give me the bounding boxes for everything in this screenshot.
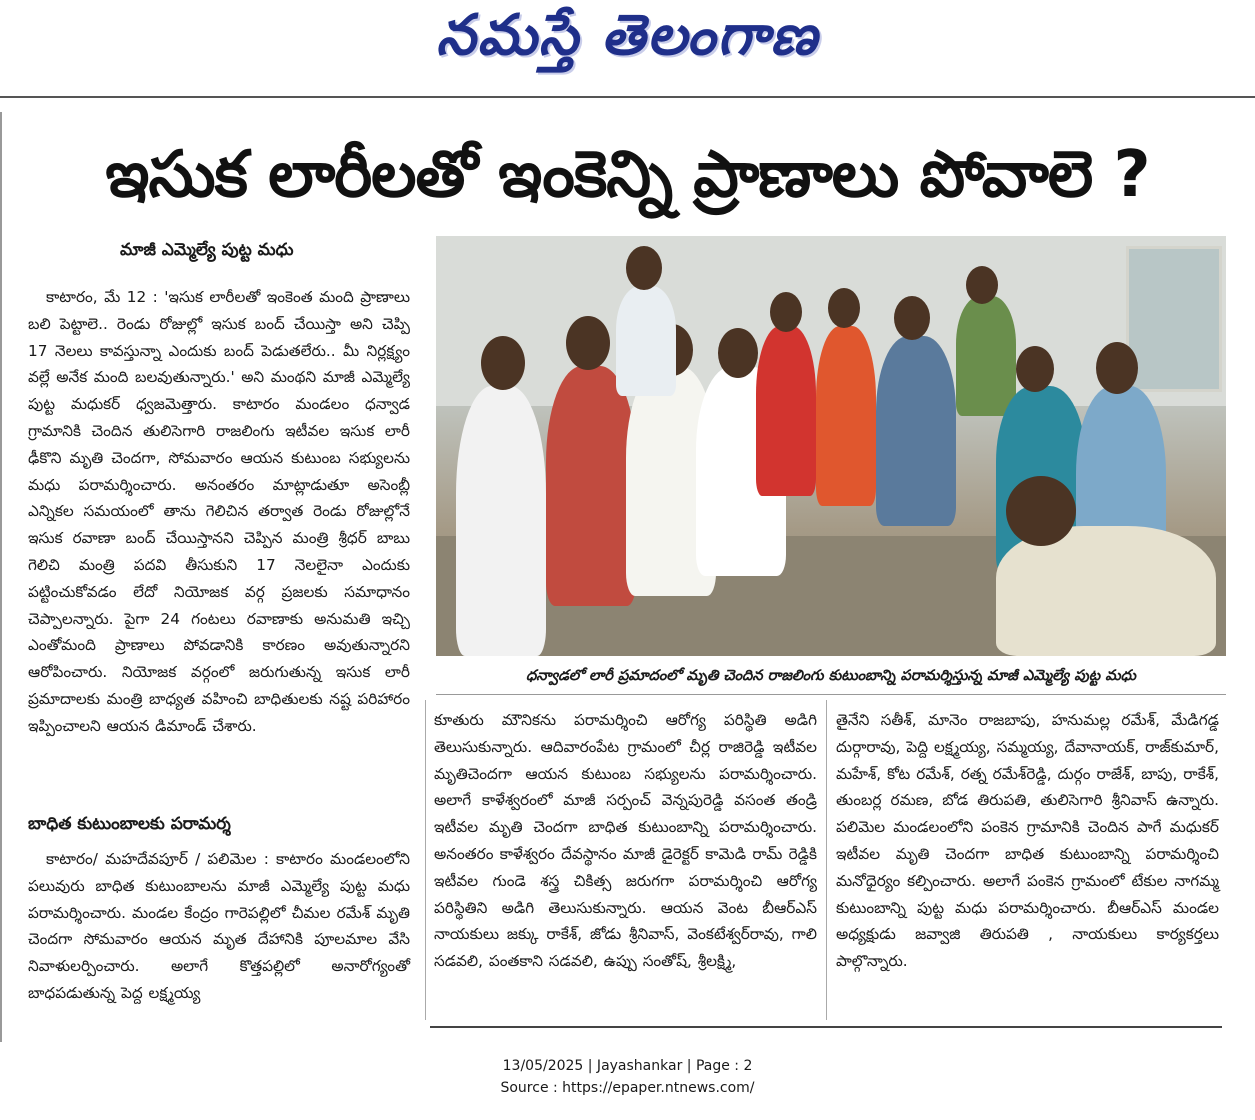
news-photo <box>436 236 1226 656</box>
column-divider <box>826 700 827 1020</box>
masthead-title: నమస్తే తెలంగాణ <box>436 2 819 68</box>
photo-head <box>894 296 930 340</box>
caption-rule <box>436 694 1226 695</box>
article-paragraph: కాటారం, మే 12 : 'ఇసుక లారీలతో ఇంకెంత మంది ప్రాణాలు బలి పెట్టాలె.. రెండు రోజుల్లో ఇసుక బంద్ చేయిస్తా అని చెప్పి 17 నెలలు కావస్తున్నా ఎందుకు బంద్ పెడుతలేరు.. మీ నిర్లక్ష్యం వల్లే అనేక మంది బలవుతున్నారు.' అని మంథని మాజీ ఎమ్మెల్యే పుట్ట మధుకర్ ధ్వజమెత్తారు. కాటారం మండలం ధన్వాడ గ్రామానికి చెందిన తులిసెగారి రాజలింగు ఇటీవల ఇసుక లారీ ఢీకొని మృతి చెందగా, సోమవారం ఆయన కుటుంబ సభ్యులను మధు పరామర్శించారు. అనంతరం మాట్లాడుతూ అసెంబ్లీ ఎన్నికల సమయంలో తాను గెలిచిన తర్వాత రెండు రోజుల్లోనే ఇసుక రవాణా బంద్ చేయిస్తానని చెప్పిన మంత్రి శ్రీధర్ బాబు గెలిచి మంత్రి పదవి తీసుకుని 17 నెలలైనా ఎందుకు పట్టించుకోవడం లేదో నియోజక వర్గ ప్రజలకు సమాధానం చెప్పాలన్నారు. పైగా 24 గంటలు రవాణాకు అనుమతి ఇచ్చి ఎంతోమంది ప్రాణాలు పోవడానికి కారణం అవుతున్నారని ఆరోపించారు. నియోజక వర్గంలో జరుగుతున్న ఇసుక లారీ ప్రమాదాలకు మంత్రి బాధ్యత వహించి బాధితులకు నష్ట పరిహారం ఇప్పించాలని ఆయన డిమాండ్ చేశారు. <box>28 288 410 735</box>
headline: ఇసుక లారీలతో ఇంకెన్ని ప్రాణాలు పోవాలె ? <box>105 138 1150 212</box>
photo-head <box>626 246 662 290</box>
masthead-rule <box>0 96 1255 98</box>
photo-person <box>876 336 956 526</box>
photo-head <box>1006 476 1076 546</box>
bottom-rule <box>430 1026 1222 1028</box>
photo-head <box>966 266 998 304</box>
article-column-3 <box>836 707 1219 975</box>
photo-head <box>1016 346 1054 392</box>
photo-person <box>756 326 816 496</box>
photo-person <box>616 286 676 396</box>
article-column-2 <box>434 707 817 975</box>
photo-person <box>816 326 876 506</box>
photo-head <box>718 328 758 378</box>
photo-head <box>770 292 802 332</box>
photo-head <box>566 316 610 370</box>
subheading: బాధిత కుటుంబాలకు పరామర్శ <box>28 814 231 834</box>
article-column-1b <box>28 846 410 1007</box>
masthead <box>0 4 1255 80</box>
byline: మాజీ ఎమ్మెల్యే పుట్ట మధు <box>120 240 294 260</box>
photo-window <box>1126 246 1222 392</box>
article-paragraph: కాటారం/ మహదేవపూర్ / పలిమెల : కాటారం మండలంలోని పలువురు బాధిత కుటుంబాలను మాజీ ఎమ్మెల్యే పుట్ట మధు పరామర్శించారు. మండల కేంద్రం గారెపల్లిలో చీమల రమేశ్ మృతి చెందగా సోమవారం ఆయన మృత దేహానికి పూలమాల వేసి నివాళులర్పించారు. అలాగే కొత్తపల్లిలో అనారోగ్యంతో బాధపడుతున్న పెద్ద లక్ష్మయ్య <box>28 850 410 1002</box>
footer-source: Source : https://epaper.ntnews.com/ <box>500 1080 755 1096</box>
photo-person <box>996 526 1216 656</box>
photo-person <box>956 296 1016 416</box>
photo-person <box>456 386 546 656</box>
article-paragraph: కూతురు మౌనికను పరామర్శించి ఆరోగ్య పరిస్థితి అడిగి తెలుసుకున్నారు. ఆదివారంపేట గ్రామంలో చీర్ల రాజిరెడ్డి ఇటీవల మృతిచెందగా ఆయన కుటుంబ సభ్యులను పరామర్శించారు. అలాగే కాళేశ్వరంలో మాజీ సర్పంచ్ వెన్నపురెడ్డి వసంత తండ్రి ఇటీవల మృతి చెందగా బాధిత కుటుంబాన్ని పరామర్శించారు. అనంతరం కాళేశ్వరం దేవస్థానం మాజీ డైరెక్టర్ కామెడి రామ్ రెడ్డికి ఇటీవల గుండె శస్త్ర చికిత్స జరుగగా పరామర్శించి ఆరోగ్య పరిస్థితిని అడిగి తెలుసుకున్నారు. ఆయన వెంట బీఆర్ఎస్ నాయకులు జక్కు రాకేశ్, జోడు శ్రీనివాస్, వెంకటేశ్వర్‌రావు, గాలి సడవలి, పంతకాని సడవలి, ఉప్పు సంతోష్, శ్రీలక్ష్మి, <box>434 711 817 971</box>
photo-head <box>828 288 860 328</box>
photo-person <box>546 366 636 606</box>
photo-head <box>1096 342 1138 394</box>
article-paragraph: తైనేని సతీశ్, మానెం రాజబాపు, హనుమల్ల రమేశ్, మేడిగడ్డ దుర్గారావు, పెద్ది లక్ష్మయ్య, సమ్మయ్య, దేవానాయక్, రాజ్‌కుమార్, మహేశ్, కోట రమేశ్, రత్న రమేశ్‌రెడ్డి, దుర్గం రాజేశ్, బాపు, రాకేశ్, తుంబర్ల రమణ, బోడ తిరుపతి, తులిసెగారి శ్రీనివాస్ ఉన్నారు. పలిమెల మండలంలోని పంకెన గ్రామానికి చెందిన పాగే మధుకర్ ఇటీవల మృతి చెందగా బాధిత కుటుంబాన్ని పరామర్శించి మనోధైర్యం కల్పించారు. అలాగే పంకెన గ్రామంలో టేకుల నాగమ్మ కుటుంబాన్ని పుట్ట మధు పరామర్శించారు. బీఆర్ఎస్ మండల అధ్యక్షుడు జవ్వాజి తిరుపతి , నాయకులు కార్యకర్తలు పాల్గొన్నారు. <box>836 711 1219 971</box>
photo-caption: ధన్వాడలో లారీ ప్రమాదంలో మృతి చెందిన రాజలింగు కుటుంబాన్ని పరామర్శిస్తున్న మాజీ ఎమ్మెల్యే పుట్ట మధు <box>525 667 1136 684</box>
left-border <box>0 112 2 1042</box>
photo-head <box>481 336 525 390</box>
column-divider <box>425 700 426 1020</box>
article-column-1 <box>28 284 410 740</box>
footer-dateline: 13/05/2025 | Jayashankar | Page : 2 <box>502 1058 753 1074</box>
